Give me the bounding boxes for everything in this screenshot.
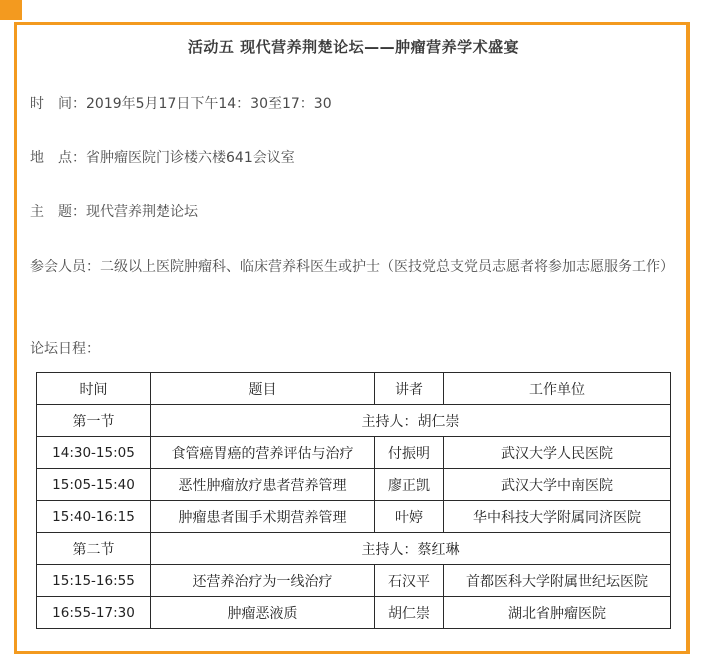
section-name: 第二节 — [37, 533, 151, 565]
row-topic: 肿瘤恶液质 — [151, 597, 375, 629]
row-speaker: 廖正凯 — [375, 469, 444, 501]
row-speaker: 胡仁崇 — [375, 597, 444, 629]
table-row — [37, 565, 671, 597]
row-affiliation: 湖北省肿瘤医院 — [444, 597, 671, 629]
section-host: 主持人：蔡红琳 — [151, 533, 671, 565]
row-speaker: 付振明 — [375, 437, 444, 469]
row-speaker: 石汉平 — [375, 565, 444, 597]
info-attendees: 参会人员：二级以上医院肿瘤科、临床营养科医生或护士（医技党总支党员志愿者将参加志愿服务工作） — [30, 259, 674, 275]
page-title: 活动五 现代营养荆楚论坛——肿瘤营养学术盛宴 — [187, 38, 520, 56]
table-row — [37, 437, 671, 469]
info-theme: 主 题：现代营养荆楚论坛 — [30, 204, 198, 220]
section-host: 主持人：胡仁崇 — [151, 405, 671, 437]
table-row — [37, 597, 671, 629]
row-topic: 肿瘤患者围手术期营养管理 — [151, 501, 375, 533]
table-row — [37, 469, 671, 501]
corner-accent — [0, 0, 22, 20]
info-place: 地 点：省肿瘤医院门诊楼六楼641会议室 — [30, 150, 295, 166]
row-time: 15:15-16:55 — [37, 565, 151, 597]
agenda-label: 论坛日程： — [30, 341, 100, 357]
row-time: 15:05-15:40 — [37, 469, 151, 501]
row-topic: 恶性肿瘤放疗患者营养管理 — [151, 469, 375, 501]
row-time: 16:55-17:30 — [37, 597, 151, 629]
header-topic: 题目 — [151, 373, 375, 405]
table-row — [37, 501, 671, 533]
section-row — [37, 405, 671, 437]
header-speaker: 讲者 — [375, 373, 444, 405]
schedule-table — [36, 372, 671, 629]
header-time: 时间 — [37, 373, 151, 405]
header-affiliation: 工作单位 — [444, 373, 671, 405]
section-name: 第一节 — [37, 405, 151, 437]
row-affiliation: 武汉大学中南医院 — [444, 469, 671, 501]
info-time: 时 间：2019年5月17日下午14：30至17：30 — [30, 96, 332, 112]
row-speaker: 叶婷 — [375, 501, 444, 533]
row-topic: 食管癌胃癌的营养评估与治疗 — [151, 437, 375, 469]
row-affiliation: 武汉大学人民医院 — [444, 437, 671, 469]
row-time: 14:30-15:05 — [37, 437, 151, 469]
row-topic: 还营养治疗为一线治疗 — [151, 565, 375, 597]
section-row — [37, 533, 671, 565]
row-affiliation: 首都医科大学附属世纪坛医院 — [444, 565, 671, 597]
table-header-row — [37, 373, 671, 405]
row-affiliation: 华中科技大学附属同济医院 — [444, 501, 671, 533]
row-time: 15:40-16:15 — [37, 501, 151, 533]
